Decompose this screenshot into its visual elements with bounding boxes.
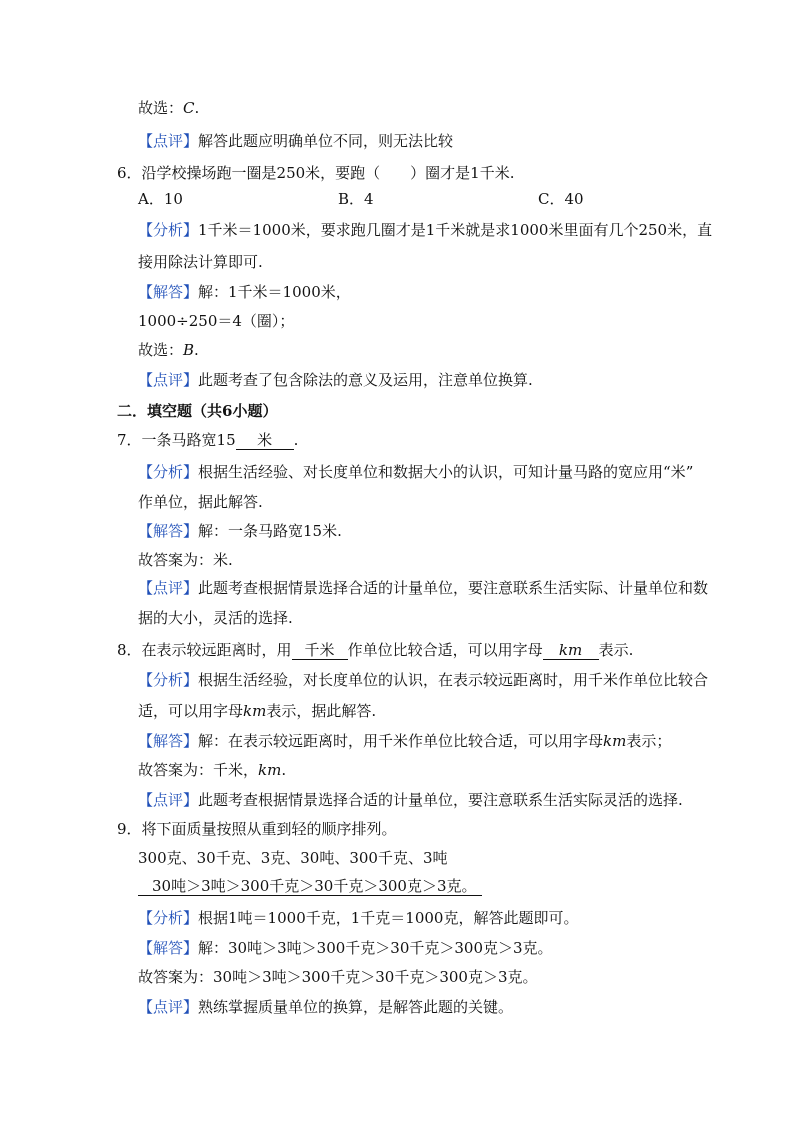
q8-final: 故答案为：千米，km. [138, 761, 287, 779]
q7-comment-2: 据的大小，灵活的选择. [138, 609, 293, 627]
q9-comment: 【点评】熟练掌握质量单位的换算，是解答此题的关键。 [138, 998, 514, 1016]
q9-answer-line [138, 876, 482, 896]
q9-analysis: 【分析】根据1吨＝1000千克，1千克＝1000克，解答此题即可。 [138, 909, 579, 927]
answer-tag: 【解答】 [138, 939, 199, 957]
q7-analysis-2: 作单位，据此解答. [138, 493, 263, 511]
q8-stem: 8．在表示较远距离时，用 千米 作单位比较合适，可以用字母 km 表示. [117, 641, 634, 659]
analysis-tag: 【分析】 [138, 221, 199, 239]
q8-analysis-1: 【分析】根据生活经验，对长度单位的认识，在表示较远距离时，用千米作单位比较合 [138, 671, 709, 689]
q6-option-a: A．10 [138, 190, 183, 208]
q6-analysis-2: 接用除法计算即可. [138, 253, 263, 271]
q8-answer-blank-2: km [543, 642, 599, 660]
section-heading: 二．填空题（共6小题） [117, 402, 278, 420]
answer-tag: 【解答】 [138, 522, 199, 540]
analysis-tag: 【分析】 [138, 671, 199, 689]
q9-answer: 【解答】解：30吨＞3吨＞300千克＞30千克＞300克＞3克。 [138, 939, 553, 957]
q6-choose-line: 故选：B. [138, 341, 199, 359]
q7-stem: 7．一条马路宽15 米 . [117, 431, 299, 449]
q6-stem: 6．沿学校操场跑一圈是250米，要跑（ ）圈才是1千米. [117, 164, 515, 182]
q9-final: 故答案为：30吨＞3吨＞300千克＞30千克＞300克＞3克。 [138, 968, 538, 986]
comment-tag: 【点评】 [138, 371, 199, 389]
q6-option-c: C．40 [538, 190, 584, 208]
q7-analysis-1: 【分析】根据生活经验、对长度单位和数据大小的认识，可知计量马路的宽应用“米” [138, 463, 694, 481]
q9-answer-blank: 30吨＞3吨＞300千克＞30千克＞300克＞3克。 [138, 878, 482, 896]
q8-answer: 【解答】解：在表示较远距离时，用千米作单位比较合适，可以用字母km表示； [138, 732, 672, 750]
q8-answer-blank-1: 千米 [292, 642, 348, 660]
comment-tag: 【点评】 [138, 579, 199, 597]
comment-tag: 【点评】 [138, 132, 199, 150]
q9-stem: 9．将下面质量按照从重到轻的顺序排列。 [117, 820, 397, 838]
q6-analysis-1: 【分析】1千米＝1000米，要求跑几圈才是1千米就是求1000米里面有几个250米，直 [138, 221, 713, 239]
prev-comment-line: 【点评】解答此题应明确单位不同，则无法比较 [138, 132, 454, 150]
q8-comment: 【点评】此题考查根据情景选择合适的计量单位，要注意联系生活实际灵活的选择. [138, 791, 683, 809]
answer-tag: 【解答】 [138, 732, 199, 750]
prev-choose-line: 故选：C. [138, 99, 200, 117]
q8-analysis-2: 适，可以用字母km表示，据此解答. [138, 702, 377, 720]
q6-option-b: B．4 [338, 190, 374, 208]
q7-answer: 【解答】解：一条马路宽15米. [138, 522, 342, 540]
q7-answer-blank: 米 [236, 432, 294, 450]
q6-answer-1: 【解答】解：1千米＝1000米， [138, 283, 351, 301]
comment-tag: 【点评】 [138, 998, 199, 1016]
q7-comment-1: 【点评】此题考查根据情景选择合适的计量单位，要注意联系生活实际、计量单位和数 [138, 579, 709, 597]
q7-final: 故答案为：米. [138, 551, 233, 569]
comment-tag: 【点评】 [138, 791, 199, 809]
analysis-tag: 【分析】 [138, 463, 199, 481]
q9-items: 300克、30千克、3克、30吨、300千克、3吨 [138, 849, 448, 867]
q6-comment: 【点评】此题考查了包含除法的意义及运用，注意单位换算. [138, 371, 533, 389]
q6-options [138, 189, 584, 209]
analysis-tag: 【分析】 [138, 909, 199, 927]
answer-tag: 【解答】 [138, 283, 199, 301]
q6-answer-2: 1000÷250＝4（圈）； [138, 312, 295, 330]
